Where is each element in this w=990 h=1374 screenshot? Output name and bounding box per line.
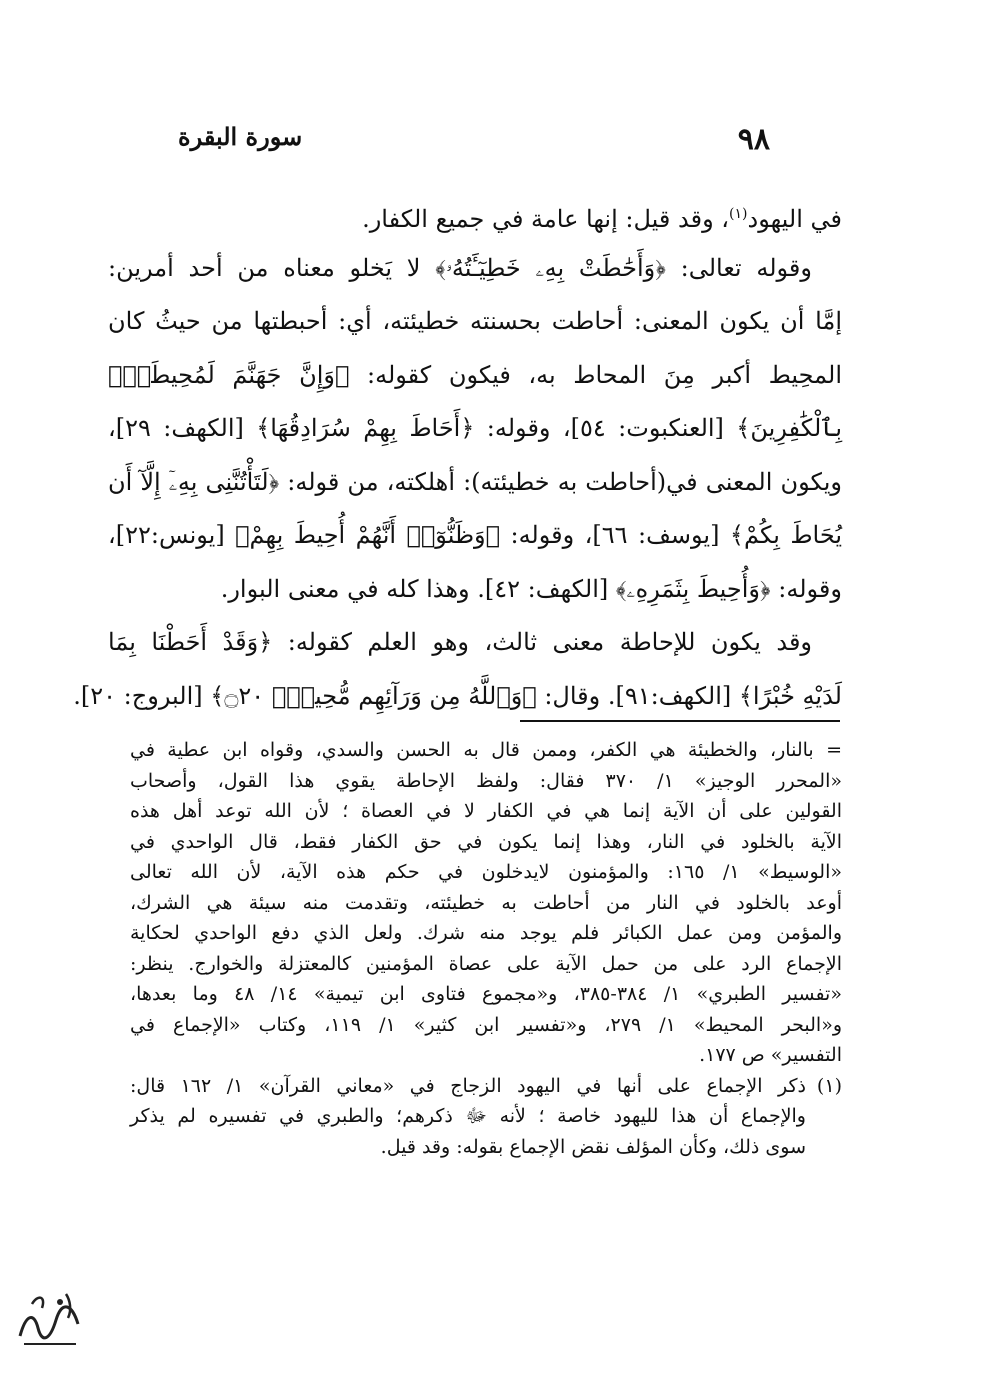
footnote-line-11: التفسير» ص ١٧٧. [699, 1044, 842, 1066]
body-line-2: وقوله تعالى: ﴿وَأَحَٰطَتْ بِهِۦ خَطِيٓـَٔتُهُۥ﴾ لا يَخلو معناه من أحد أمرين: [108, 253, 812, 282]
footnote-line-10: و«البحر المحيط» ١/ ٢٧٩، و«تفسير ابن كثير» ١/ ١١٩، وكتاب «الإجماع في [130, 1013, 842, 1036]
page-header [150, 118, 840, 168]
footnote-1-line-2: والإجماع أن هذا لليهود خاصة ؛ لأنه ﷻ ذكرهم؛ والطبري في تفسيره لم يذكر [130, 1105, 806, 1127]
body-line-7: يُحَاطَ بِكُمْ﴾ [يوسف: ٦٦]، وقوله: ﴿وَظَنُّوٓا۟ أَنَّهُمْ أُحِيطَ بِهِمْ﴾ [يونس:٢٢]، [108, 521, 843, 549]
footnote-divider [520, 720, 840, 722]
footnote-line-7: والمؤمن ومن عمل الكبائر فلم يوجد منه شرك. ولعل الذي دفع الواحدي لحكاية [130, 922, 842, 944]
body-line-3: إمَّا أن يكون المعنى: أحاطت بحسنته خطيئته، أي: أحبطتها من حيثُ كان [108, 307, 842, 335]
footnote-1-label: (١) [816, 1074, 842, 1097]
footnote-line-4: الآية بالخلود في النار، وهذا إنما يكون في حق الكفار فقط، قال الواحدي في [130, 830, 842, 853]
surah-title: سورة البقرة [178, 122, 303, 151]
footnote-line-1: = بالنار، والخطيئة هي الكفر، وممن قال به الحسن والسدي، وقواه ابن عطية في [130, 739, 842, 761]
body-line-4: المحِيط أكبر مِنَ المحاط به، فيكون كقوله: ﴿وَإِنَّ جَهَنَّمَ لَمُحِيطَةٌۢ [108, 360, 842, 389]
footnote-line-8: الإجماع الرد على من حمل الآية على عصاة المؤمنين كالمعتزلة والخوارج. ينظر: [130, 952, 842, 975]
main-text [73, 188, 843, 723]
footnote-line-5: «الوسيط» ١/ ١٦٥: والمؤمنون لايدخلون في حكم هذه الآية، لأن الله تعالى [130, 861, 842, 883]
body-line-1 [108, 188, 842, 242]
footnote-line-9: «تفسير الطبري» ١/ ٣٨٤-٣٨٥، و«مجموع فتاوى ابن تيمية» ١٤/ ٤٨ وما بعدها، [130, 983, 842, 1005]
footnote-1-line-1 [130, 1071, 842, 1102]
body-line-1-a: في اليهود [747, 205, 842, 233]
footnote-line-3: القولين على أن الآية إنما هي في الكفار لا في العصاة ؛ لأن الله توعد أهل هذه [130, 800, 842, 822]
page-number: ٩٨ [737, 122, 770, 157]
body-line-9: وقد يكون للإحاطة معنى ثالث، وهو العلم كقوله: ﴿وَقَدْ أَحَطْنَا بِمَا [108, 628, 812, 656]
footnote-1-text: ذكر الإجماع على أنها في اليهود الزجاج في «معاني القرآن» ١/ ١٦٢ قال: [130, 1074, 806, 1097]
calligraphy-logo-icon [12, 1284, 86, 1358]
footnote-line-2: «المحرر الوجيز» ١/ ٣٧٠ فقال: ولفظ الإحاطة يقوي هذا القول، وأصحاب [130, 769, 842, 792]
body-line-5: بِٱلْكَٰفِرِينَ﴾ [العنكبوت: ٥٤]، وقوله: ﴿أَحَاطَ بِهِمْ سُرَادِقُهَا﴾ [الكهف: ٢٩]، [108, 414, 842, 442]
body-line-1-b: ، وقد قيل: إنها عامة في جميع الكفار. [362, 205, 730, 233]
footnotes [130, 735, 842, 1162]
body-line-8: وقوله: ﴿وَأُحِيطَ بِثَمَرِهِۦ﴾ [الكهف: ٤٢]. وهذا كله في معنى البوار. [220, 574, 842, 603]
footnote-line-6: أوعد بالخلود في النار من أحاطت به خطيئته، وتقدمت منه سيئة هي الشرك، [130, 891, 842, 914]
footnote-ref: (١) [729, 206, 748, 222]
body-line-10: لَدَيْهِ خُبْرًا﴾ [الكهف:٩١]. وقال: ﴿وَٱللَّهُ مِن وَرَآئِهِم مُّحِيطٌۢ ۝٢٠﴾ [البروج: ٢٠]. [73, 681, 842, 710]
footnote-1-line-3: سوى ذلك، وكأن المؤلف نقض الإجماع بقوله: وقد قيل. [380, 1135, 806, 1158]
body-line-6: ويكون المعنى في(أحاطت به خطيئته): أهلكته، من قوله: ﴿لَتَأْتُنَّنِى بِهِۦٓ إِلَّآ أَن [108, 467, 842, 496]
